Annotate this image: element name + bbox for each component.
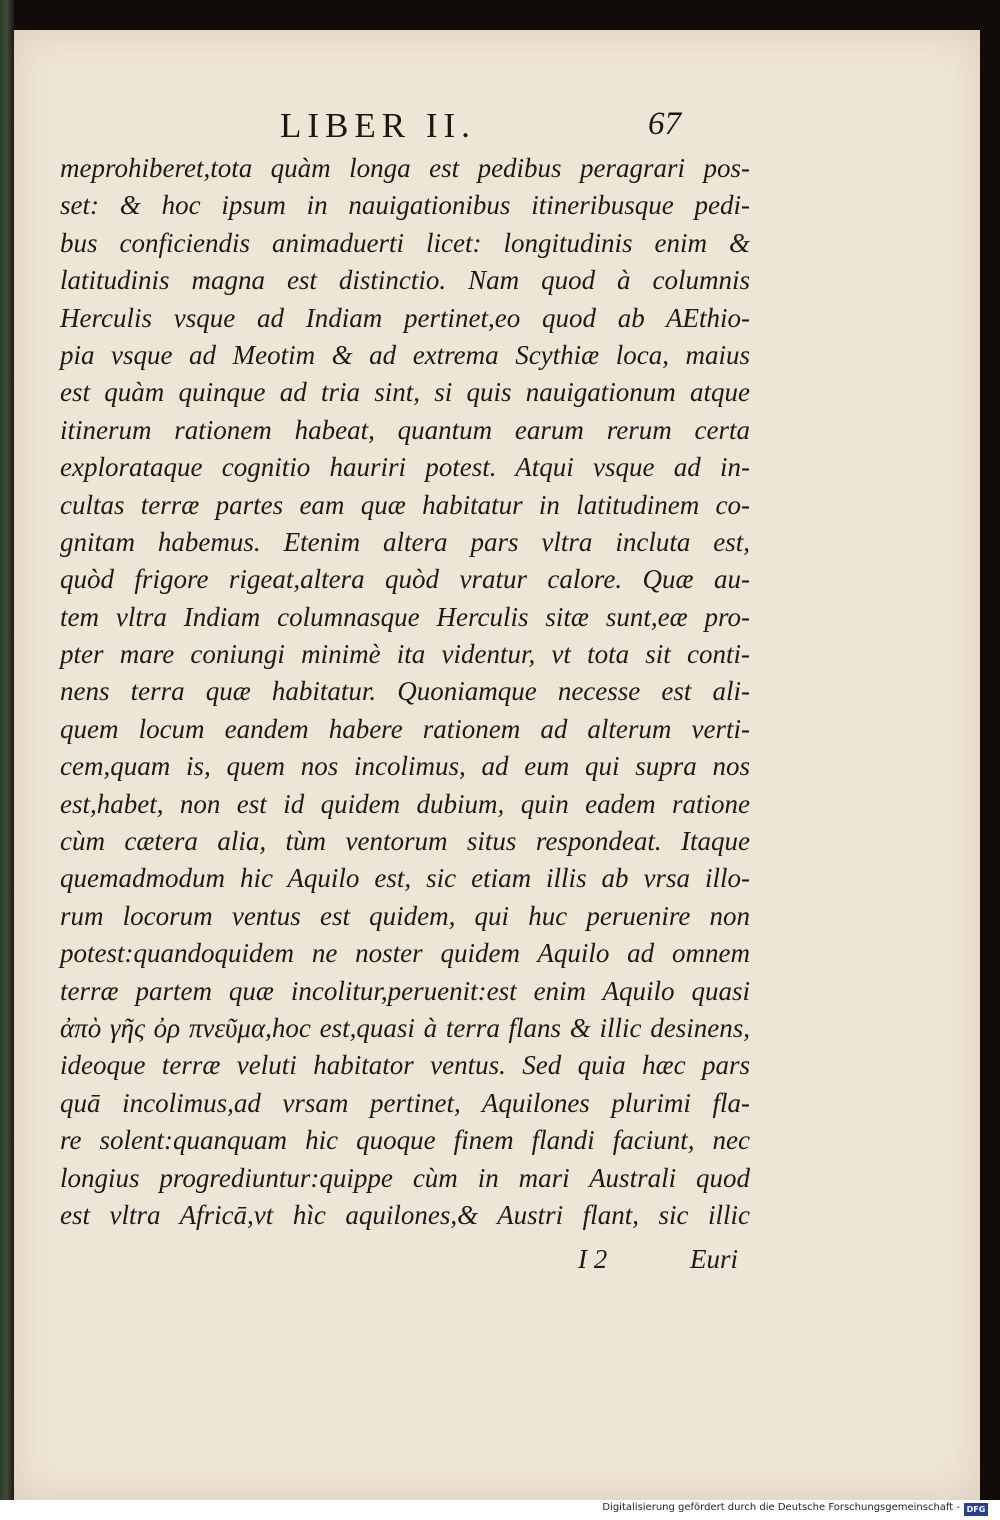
text-line: tem vltra Indiam columnasque Herculis sitæ sunt,eæ pro- bbox=[60, 601, 750, 632]
catchword: Euri bbox=[690, 1244, 739, 1274]
text-line: longius progrediuntur:quippe cùm in mari Australi quod bbox=[60, 1162, 750, 1193]
running-head: LIBER II. bbox=[280, 106, 476, 145]
text-line: set: & hoc ipsum in nauigationibus itineribusque pedi- bbox=[60, 190, 750, 221]
text-line: cem,quam is, quem nos incolimus, ad eum qui supra nos bbox=[60, 751, 750, 782]
body-text bbox=[60, 150, 750, 1234]
footer-credit: Digitalisierung gefördert durch die Deutsche Forschungsgemeinschaft - bbox=[602, 1502, 960, 1513]
text-line: meprohiberet,tota quàm longa est pedibus peragrari pos- bbox=[60, 153, 750, 183]
text-line: pia vsque ad Meotim & ad extrema Scythiæ loca, maius bbox=[60, 339, 750, 370]
book-spine-edge bbox=[0, 0, 14, 1500]
text-line: pter mare coniungi minimè ita videntur, vt tota sit conti- bbox=[60, 639, 750, 670]
page-number: 67 bbox=[648, 106, 681, 142]
text-line: potest:quandoquidem ne noster quidem Aquilo ad omnem bbox=[60, 938, 750, 969]
text-line: Herculis vsque ad Indiam pertinet,eo quod ab AEthio- bbox=[60, 302, 750, 333]
text-line: nens terra quæ habitatur. Quoniamque necesse est ali- bbox=[60, 676, 750, 707]
text-line: ἀπὸ γῆς ὀρ πνεῦμα,hoc est,quasi à terra flans & illic desinens, bbox=[60, 1012, 750, 1043]
text-line: gnitam habemus. Etenim altera pars vltra incluta est, bbox=[60, 526, 750, 557]
text-line: re solent:quanquam hic quoque finem flandi faciunt, nec bbox=[60, 1125, 750, 1156]
text-line: est quàm quinque ad tria sint, si quis nauigationum atque bbox=[60, 377, 750, 408]
text-line: bus conficiendis animaduerti licet: longitudinis enim & bbox=[60, 227, 750, 258]
text-line: cultas terræ partes eam quæ habitatur in latitudinem co- bbox=[60, 489, 750, 520]
signature-mark: I 2 bbox=[578, 1244, 608, 1274]
text-line: cùm cætera alia, tùm ventorum situs respondeat. Itaque bbox=[60, 826, 750, 857]
footer-bar bbox=[0, 1500, 1000, 1520]
text-line: ideoque terræ veluti habitator ventus. Sed quia hæc pars bbox=[60, 1050, 750, 1081]
text-line: rum locorum ventus est quidem, qui huc peruenire non bbox=[60, 900, 750, 931]
text-line: latitudinis magna est distinctio. Nam quod à columnis bbox=[60, 265, 750, 296]
text-line: terræ partem quæ incolitur,peruenit:est enim Aquilo quasi bbox=[60, 975, 750, 1006]
text-line: quem locum eandem habere rationem ad alterum verti- bbox=[60, 713, 750, 744]
text-line: est,habet, non est id quidem dubium, quin eadem ratione bbox=[60, 788, 750, 819]
text-line: explorataque cognitio hauriri potest. Atqui vsque ad in- bbox=[60, 452, 750, 483]
page-header bbox=[0, 106, 1000, 156]
text-line: est vltra Africā,vt hìc aquilones,& Austri flant, sic illic bbox=[60, 1199, 750, 1230]
text-line: quemadmodum hic Aquilo est, sic etiam illis ab vrsa illo- bbox=[60, 863, 750, 894]
text-line: quòd frigore rigeat,altera quòd vratur calore. Quæ au- bbox=[60, 564, 750, 595]
text-line: itinerum rationem habeat, quantum earum rerum certa bbox=[60, 414, 750, 445]
text-line: quā incolimus,ad vrsam pertinet, Aquilones plurimi fla- bbox=[60, 1087, 750, 1118]
dfg-logo: DFG bbox=[964, 1503, 988, 1516]
